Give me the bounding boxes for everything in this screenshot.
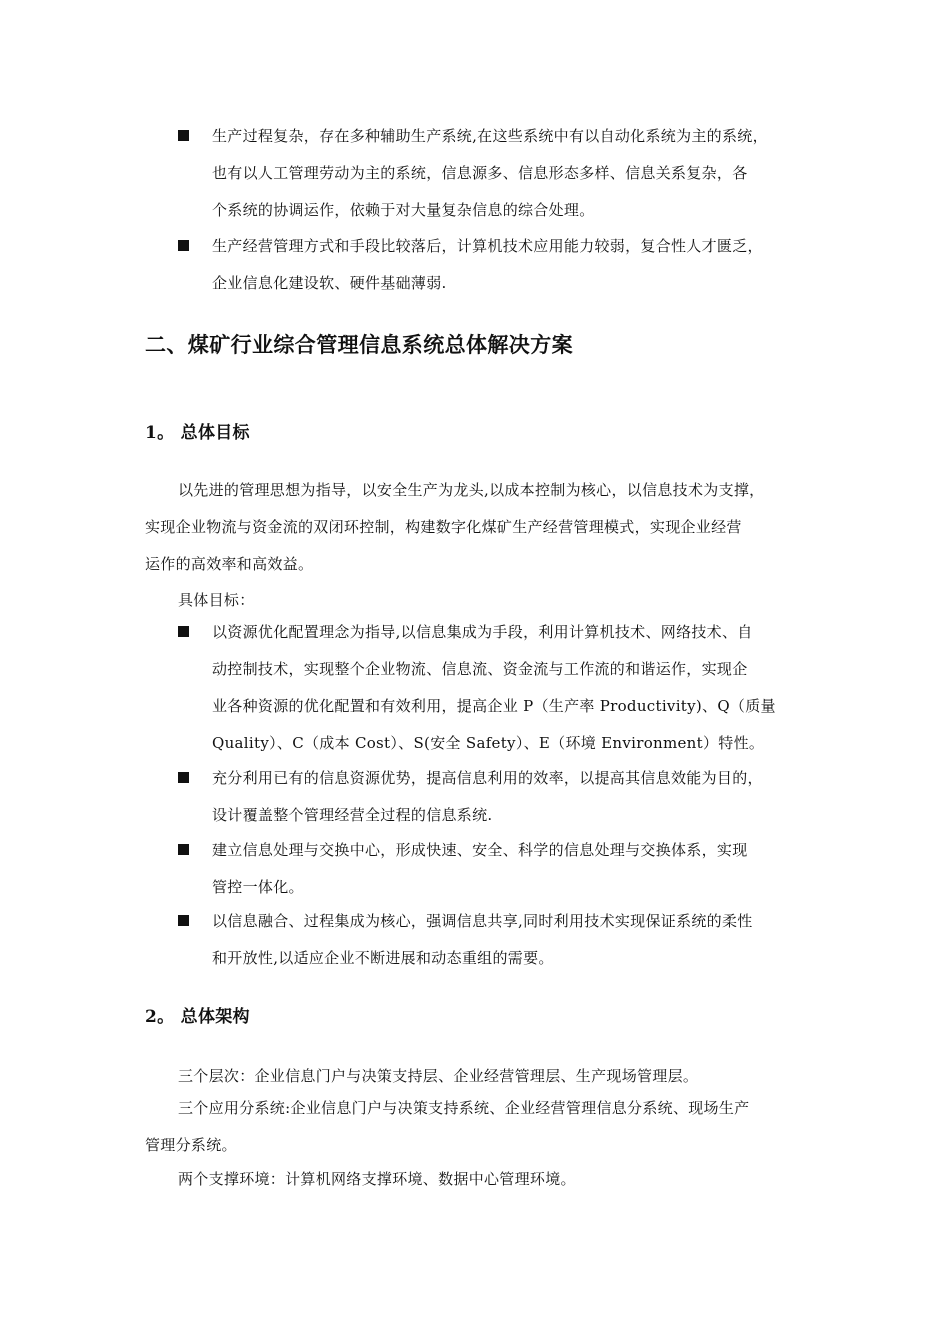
square-bullet-icon xyxy=(178,844,189,855)
text-line: 和开放性,以适应企业不断进展和动态重组的需要。 xyxy=(212,949,554,967)
bullet-text xyxy=(212,118,818,229)
text-line: 动控制技术，实现整个企业物流、信息流、资金流与工作流的和谐运作，实现企 xyxy=(212,660,748,678)
text-line: 也有以人工管理劳动为主的系统，信息源多、信息形态多样、信息关系复杂，各 xyxy=(212,164,748,182)
text-line: 以信息融合、过程集成为核心，强调信息共享,同时利用技术实现保证系统的柔性 xyxy=(212,912,753,930)
bullet-text xyxy=(212,228,818,302)
text-line: 以先进的管理思想为指导，以安全生产为龙头,以成本控制为核心，以信息技术为支撑， xyxy=(178,481,765,499)
text-line: 充分利用已有的信息资源优势，提高信息利用的效率，以提高其信息效能为目的， xyxy=(212,769,763,787)
square-bullet-icon xyxy=(178,626,189,637)
text-line: 设计覆盖整个管理经营全过程的信息系统. xyxy=(212,806,493,824)
section-heading: 二、煤矿行业综合管理信息系统总体解决方案 xyxy=(145,332,573,357)
architecture-environment-paragraph xyxy=(145,1161,813,1198)
square-bullet-icon xyxy=(178,240,189,251)
goals-paragraph xyxy=(145,472,813,583)
specific-goals-label: 具体目标： xyxy=(178,591,255,609)
text-line: 生产过程复杂，存在多种辅助生产系统,在这些系统中有以自动化系统为主的系统， xyxy=(212,127,768,145)
text-line: 建立信息处理与交换中心，形成快速、安全、科学的信息处理与交换体系，实现 xyxy=(212,841,748,859)
text-line: 个系统的协调运作，依赖于对大量复杂信息的综合处理。 xyxy=(212,201,595,219)
bullet-text xyxy=(212,832,818,906)
text-line: 三个应用分系统:企业信息门户与决策支持系统、企业经营管理信息分系统、现场生产 xyxy=(178,1099,750,1117)
text-line: 实现企业物流与资金流的双闭环控制，构建数字化煤矿生产经营管理模式，实现企业经营 xyxy=(145,518,742,536)
square-bullet-icon xyxy=(178,772,189,783)
subsection-heading-architecture: 2。 总体架构 xyxy=(145,1007,250,1027)
text-line: 管理分系统。 xyxy=(145,1136,237,1154)
text-line: 管控一体化。 xyxy=(212,878,304,896)
text-line: 三个层次：企业信息门户与决策支持层、企业经营管理层、生产现场管理层。 xyxy=(178,1067,699,1085)
text-line: Quality）、C（成本 Cost）、S(安全 Safety）、E（环境 Environment）特性。 xyxy=(212,734,765,752)
text-line: 以资源优化配置理念为指导,以信息集成为手段，利用计算机技术、网络技术、自 xyxy=(212,623,753,641)
text-line: 生产经营管理方式和手段比较落后，计算机技术应用能力较弱，复合性人才匮乏， xyxy=(212,237,763,255)
square-bullet-icon xyxy=(178,130,189,141)
bullet-text xyxy=(212,760,818,834)
square-bullet-icon xyxy=(178,915,189,926)
bullet-text xyxy=(212,903,818,977)
text-line: 企业信息化建设软、硬件基础薄弱. xyxy=(212,274,447,292)
text-line: 业各种资源的优化配置和有效利用，提高企业 P（生产率 Productivity)、Q（质量 xyxy=(212,697,776,715)
text-line: 两个支撑环境：计算机网络支撑环境、数据中心管理环境。 xyxy=(178,1170,576,1188)
bullet-text xyxy=(212,614,818,762)
text-line: 运作的高效率和高效益。 xyxy=(145,555,314,573)
subsection-heading-goals: 1。 总体目标 xyxy=(145,423,250,443)
architecture-subsystems-paragraph xyxy=(145,1090,813,1164)
